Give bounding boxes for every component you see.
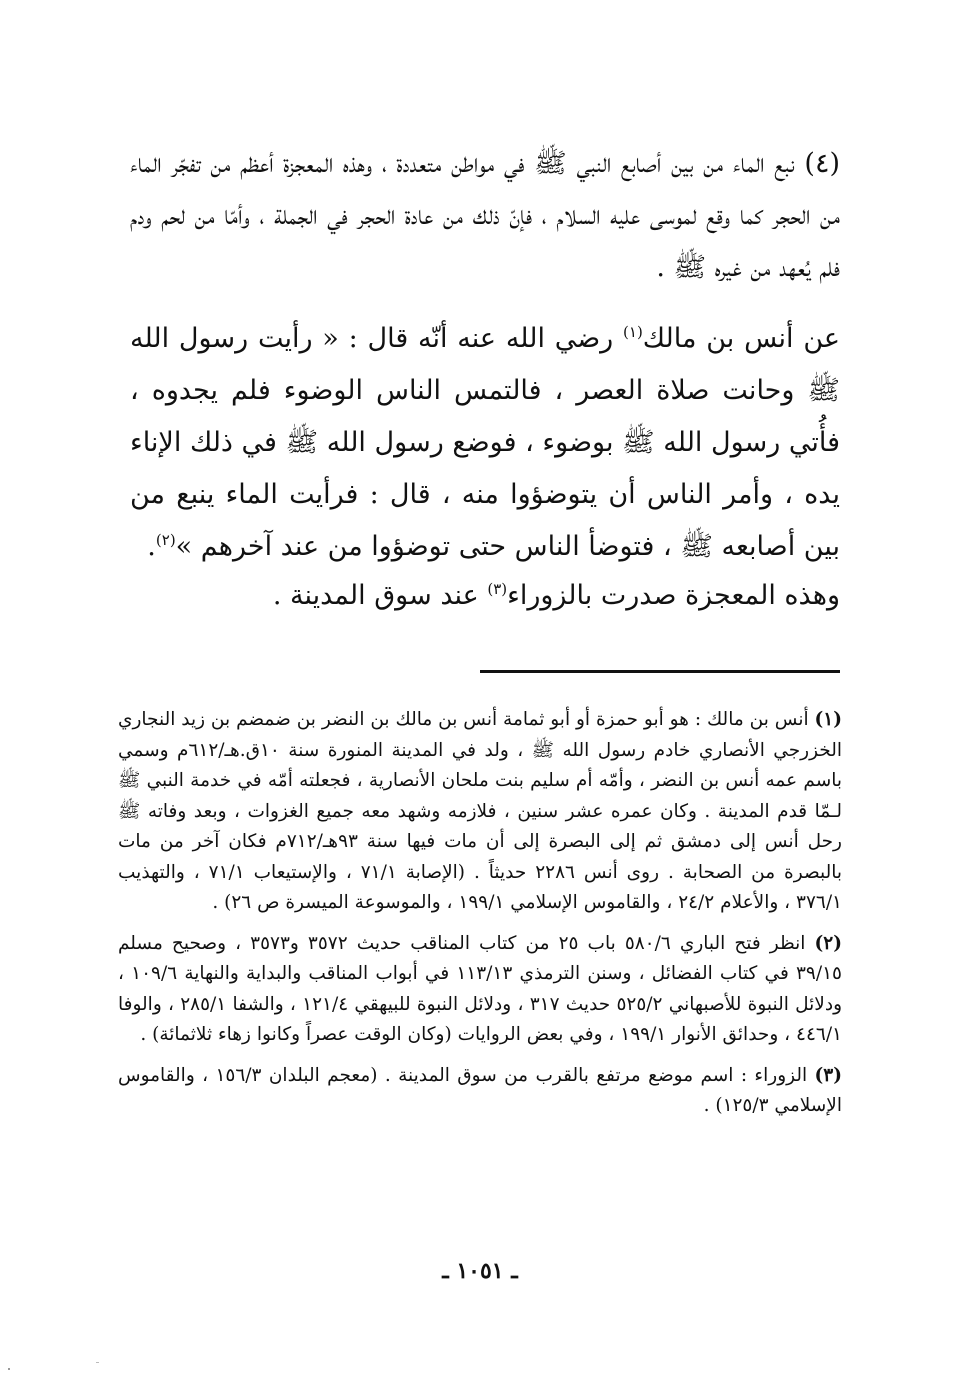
footnote-1 xyxy=(118,705,842,919)
page-number: ـ ١٠٥١ ـ xyxy=(442,1258,518,1284)
paragraph-3 xyxy=(130,570,872,622)
paragraph-3-text-end: عند سوق المدينة . xyxy=(272,580,488,611)
paragraph-3-text-start: وهذه المعجزة صدرت بالزوراء xyxy=(507,580,840,611)
footnote-ref-1: (١) xyxy=(623,323,643,341)
footnote-ref-3: (٣) xyxy=(487,580,508,598)
footnote-text: أنس بن مالك : هو أبو حمزة أو أبو ثمامة أنس بن مالك بن النضر بن ضمضم بن زيد النجاري الخزرجي الأنصاري خادم رسول الله ﷺ ، ولد في المدينة المنورة سنة ١٠ق.هـ/٦١٢م وسمي باسم عمه أنس بن النضر ، وأمّه أم سليم بنت ملحان الأنصارية ، فجعلته أمّه في خدمة النبي ﷺ لـمّا قدم المدينة . وكان عمره عشر سنين ، فلازمه وشهد معه جميع الغزوات ، وبعد وفاته ﷺ رحل أنس إلى دمشق ثم إلى البصرة إلى أن مات فيها سنة ٩٣هـ/٧١٢م فكان آخر من مات بالبصرة من الصحابة . روى أنس ٢٢٨٦ حديثاً . (الإصابة ٧١/١ ، والإستيعاب ٧١/١ ، والتهذيب ٣٧٦/١ ، والأعلام ٢٤/٢ ، والقاموس الإسلامي ١٩٩/١ ، والموسوعة الميسرة ص ٢٦) . xyxy=(118,709,843,913)
footnote-number: (٣) xyxy=(814,1064,842,1086)
footnote-text: انظر فتح الباري ٥٨٠/٦ باب ٢٥ من كتاب المناقب حديث ٣٥٧٢ و٣٥٧٣ ، وصحيح مسلم ٣٩/١٥ في كتاب الفضائل ، وسنن الترمذي ١١٣/١٣ في أبواب المناقب والبداية والنهاية ١٠٩/٦ ، ودلائل النبوة للأصبهاني ٥٢٥/٢ حديث ٣١٧ ، ودلائل النبوة للبيهقي ١٢١/٤ ، والشفا ٢٨٥/١ ، والوفا ٤٤٦/١ ، وحدائق الأنوار ١٩٩/١ ، وفي بعض الروايات (وكان الوقت عصراً وكانوا زهاء ثلاثمائة) . xyxy=(118,932,842,1045)
scan-speck xyxy=(8,1368,10,1370)
footnote-ref-2: (٢) xyxy=(155,531,176,549)
paragraph-1-text: (٤) نبع الماء من بين أصابع النبي ﷺ في مواطن متعددة ، وهذه المعجزة أعظم من تفجّر الماء من الحجر كما وقع لموسى عليه السلام ، فإنّ ذلك من عادة الحجر في الجملة ، وأمّا من لحم ودم فلم يُعهد من غيره ﷺ . xyxy=(130,148,840,283)
footnote-3 xyxy=(118,1061,842,1122)
paragraph-2 xyxy=(130,313,872,573)
footnote-text: الزوراء : اسم موضع مرتفع بالقرب من سوق المدينة . (معجم البلدان ١٥٦/٣ ، والقاموس الإسلامي ١٢٥/٣) . xyxy=(118,1064,842,1116)
footnote-number: (٢) xyxy=(814,932,842,954)
footnote-separator xyxy=(480,670,840,673)
paragraph-2-text-start: عن أنس بن مالك xyxy=(642,323,840,354)
paragraph-1 xyxy=(130,138,840,294)
scan-speck xyxy=(96,1362,99,1363)
paragraph-2-text-end: . xyxy=(147,531,156,562)
footnote-number: (١) xyxy=(814,709,842,730)
footnotes-section xyxy=(118,705,842,1132)
footnote-2 xyxy=(118,929,842,1051)
paragraph-2-text-body: رضي الله عنه أنّه قال : « رأيت رسول الله ﷺ وحانت صلاة العصر ، فالتمس الناس الوضوء فلم يجدوه ، فأُتي رسول الله ﷺ بوضوء ، فوضع رسول الله ﷺ في ذلك الإناء يده ، وأمر الناس أن يتوضؤوا منه ، قال : فرأيت الماء ينبع من بين أصابعه ﷺ ، فتوضأ الناس حتى توضؤوا من عند آخرهم » xyxy=(130,323,840,562)
